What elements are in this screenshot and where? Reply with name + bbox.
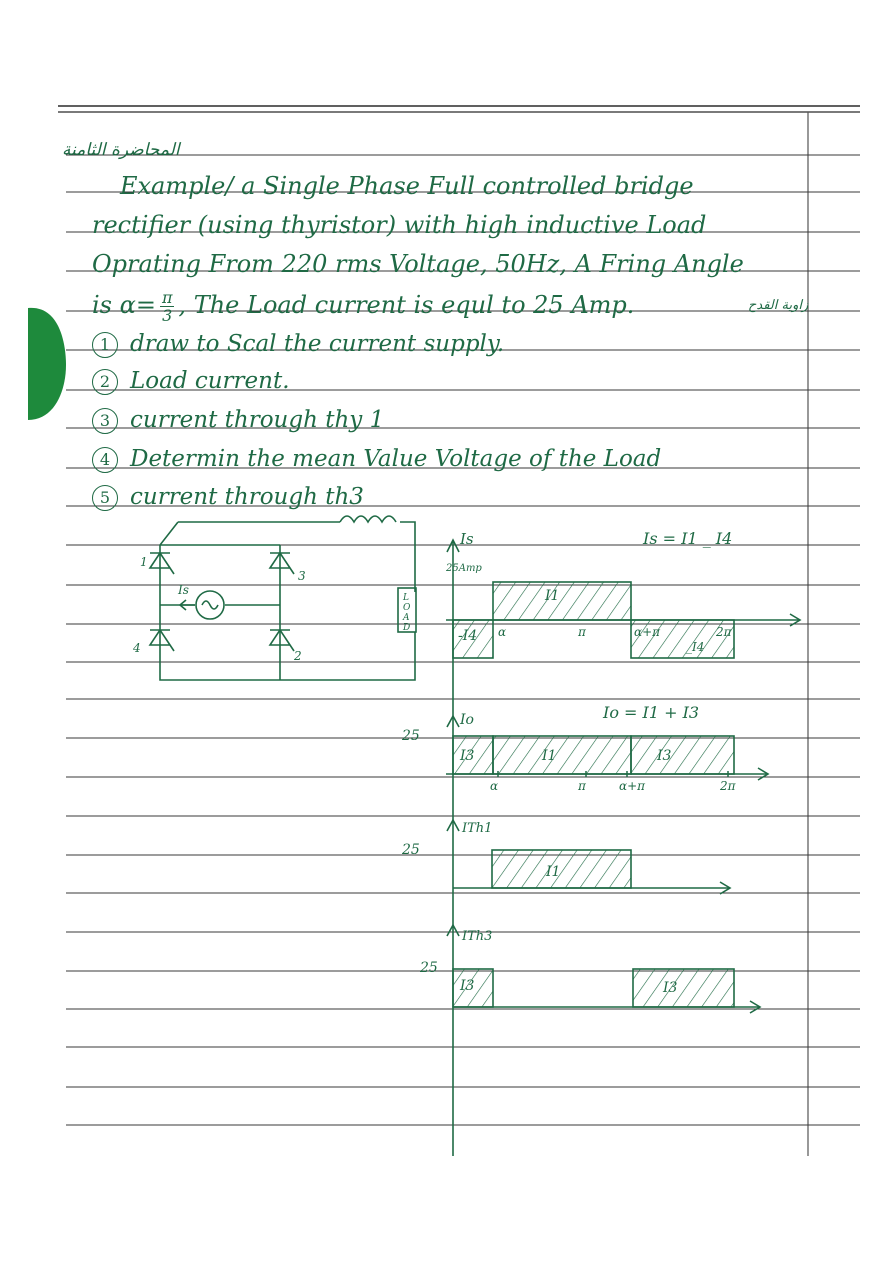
bridge-circuit xyxy=(150,516,416,680)
graph-thyristor-3-current xyxy=(419,925,760,1013)
tick-label: α+π xyxy=(619,779,646,793)
question-text: current through thy 1 xyxy=(130,407,385,433)
g2-region-label-2: I1 xyxy=(542,748,557,764)
question-text: Load current. xyxy=(130,368,290,394)
inductor-coil xyxy=(340,516,396,522)
thy2-label: 2 xyxy=(294,649,302,663)
load-letter: O xyxy=(403,603,411,613)
load-letter: D xyxy=(403,623,411,633)
thyristor-2 xyxy=(270,630,294,651)
load-letter: L xyxy=(403,593,409,603)
thyristor-3 xyxy=(270,553,294,574)
g2-equation: Io = I1 + I3 xyxy=(603,703,700,722)
tick-label: 2π xyxy=(716,625,732,639)
question-number: 2 xyxy=(92,369,118,395)
alpha-prefix: is α= xyxy=(92,291,156,319)
question-text: Determin the mean Value Voltage of the Load xyxy=(130,446,662,472)
tick-label: α xyxy=(490,779,499,793)
g2-region-label-3: I3 xyxy=(657,748,672,764)
problem-line-1: Example/ a Single Phase Full controlled bridge xyxy=(120,172,694,200)
thy1-label: 1 xyxy=(140,555,148,569)
question-number: 5 xyxy=(92,485,118,511)
g3-region-I1 xyxy=(492,850,631,888)
source-current-arrow xyxy=(180,600,195,610)
g4-level-label: 25 xyxy=(420,960,438,976)
g1-level-label: 25Amp xyxy=(446,563,482,574)
thy4-label: 4 xyxy=(133,641,141,655)
question-number: 4 xyxy=(92,447,118,473)
problem-line-3: Oprating From 220 rms Voltage, 50Hz, A Fring Angle xyxy=(92,250,744,278)
g3-axis-label: ITh1 xyxy=(462,821,493,836)
g1-equation: Is = I1 _ I4 xyxy=(643,529,733,548)
tick-label: π xyxy=(578,779,586,793)
g4-region-label-2: I3 xyxy=(663,980,678,996)
thy3-label: 3 xyxy=(298,569,306,583)
thyristor-4 xyxy=(150,630,174,651)
g1-region-I1 xyxy=(493,582,631,620)
tick-label: π xyxy=(578,625,586,639)
g3-region-label: I1 xyxy=(546,864,561,880)
tick-label: α+π xyxy=(634,625,661,639)
circuit-wires xyxy=(160,522,415,680)
thyristor-1 xyxy=(150,553,174,574)
arabic-firing-angle-note: زاوية القدح xyxy=(748,298,809,313)
g2-axis-label: Io xyxy=(460,712,474,728)
arabic-lecture-title: المحاضرة الثامنة xyxy=(62,140,180,160)
question-text: draw to Scal the current supply. xyxy=(130,331,505,357)
g1-region-neg-right-label: _I4 xyxy=(686,640,705,654)
graph-thyristor-1-current xyxy=(401,820,730,894)
fraction-denominator: 3 xyxy=(162,306,173,325)
graph-load-current xyxy=(401,703,768,793)
alpha-suffix: , The Load current is equl to 25 Amp. xyxy=(178,291,635,319)
question-number: 1 xyxy=(92,332,118,358)
g1-region-I1-label: I1 xyxy=(545,588,560,604)
tick-label: 2π xyxy=(720,779,736,793)
g2-region-I3-right xyxy=(631,736,734,774)
g2-region-I1 xyxy=(493,736,631,774)
sine-glyph xyxy=(202,601,218,609)
question-number: 3 xyxy=(92,408,118,434)
source-current-label: Is xyxy=(178,583,189,597)
load-letter: A xyxy=(403,613,410,623)
graph-supply-current xyxy=(445,529,800,658)
g4-axis-label: ITh3 xyxy=(462,929,493,944)
g4-region-I3-right xyxy=(633,969,734,1007)
question-text: current through th3 xyxy=(130,484,364,510)
tick-label: α xyxy=(498,625,507,639)
problem-line-2: rectifier (using thyristor) with high inductive Load xyxy=(92,211,707,239)
g3-level-label: 25 xyxy=(402,842,420,858)
g1-axis-label: Is xyxy=(460,530,474,548)
g1-region-neg-left-label: -I4 xyxy=(458,628,478,644)
g2-region-label-1: I3 xyxy=(460,748,475,764)
fraction-numerator: π xyxy=(161,288,173,307)
g2-level-label: 25 xyxy=(402,728,420,744)
load-label xyxy=(402,593,411,633)
g4-region-label-1: I3 xyxy=(460,978,475,994)
